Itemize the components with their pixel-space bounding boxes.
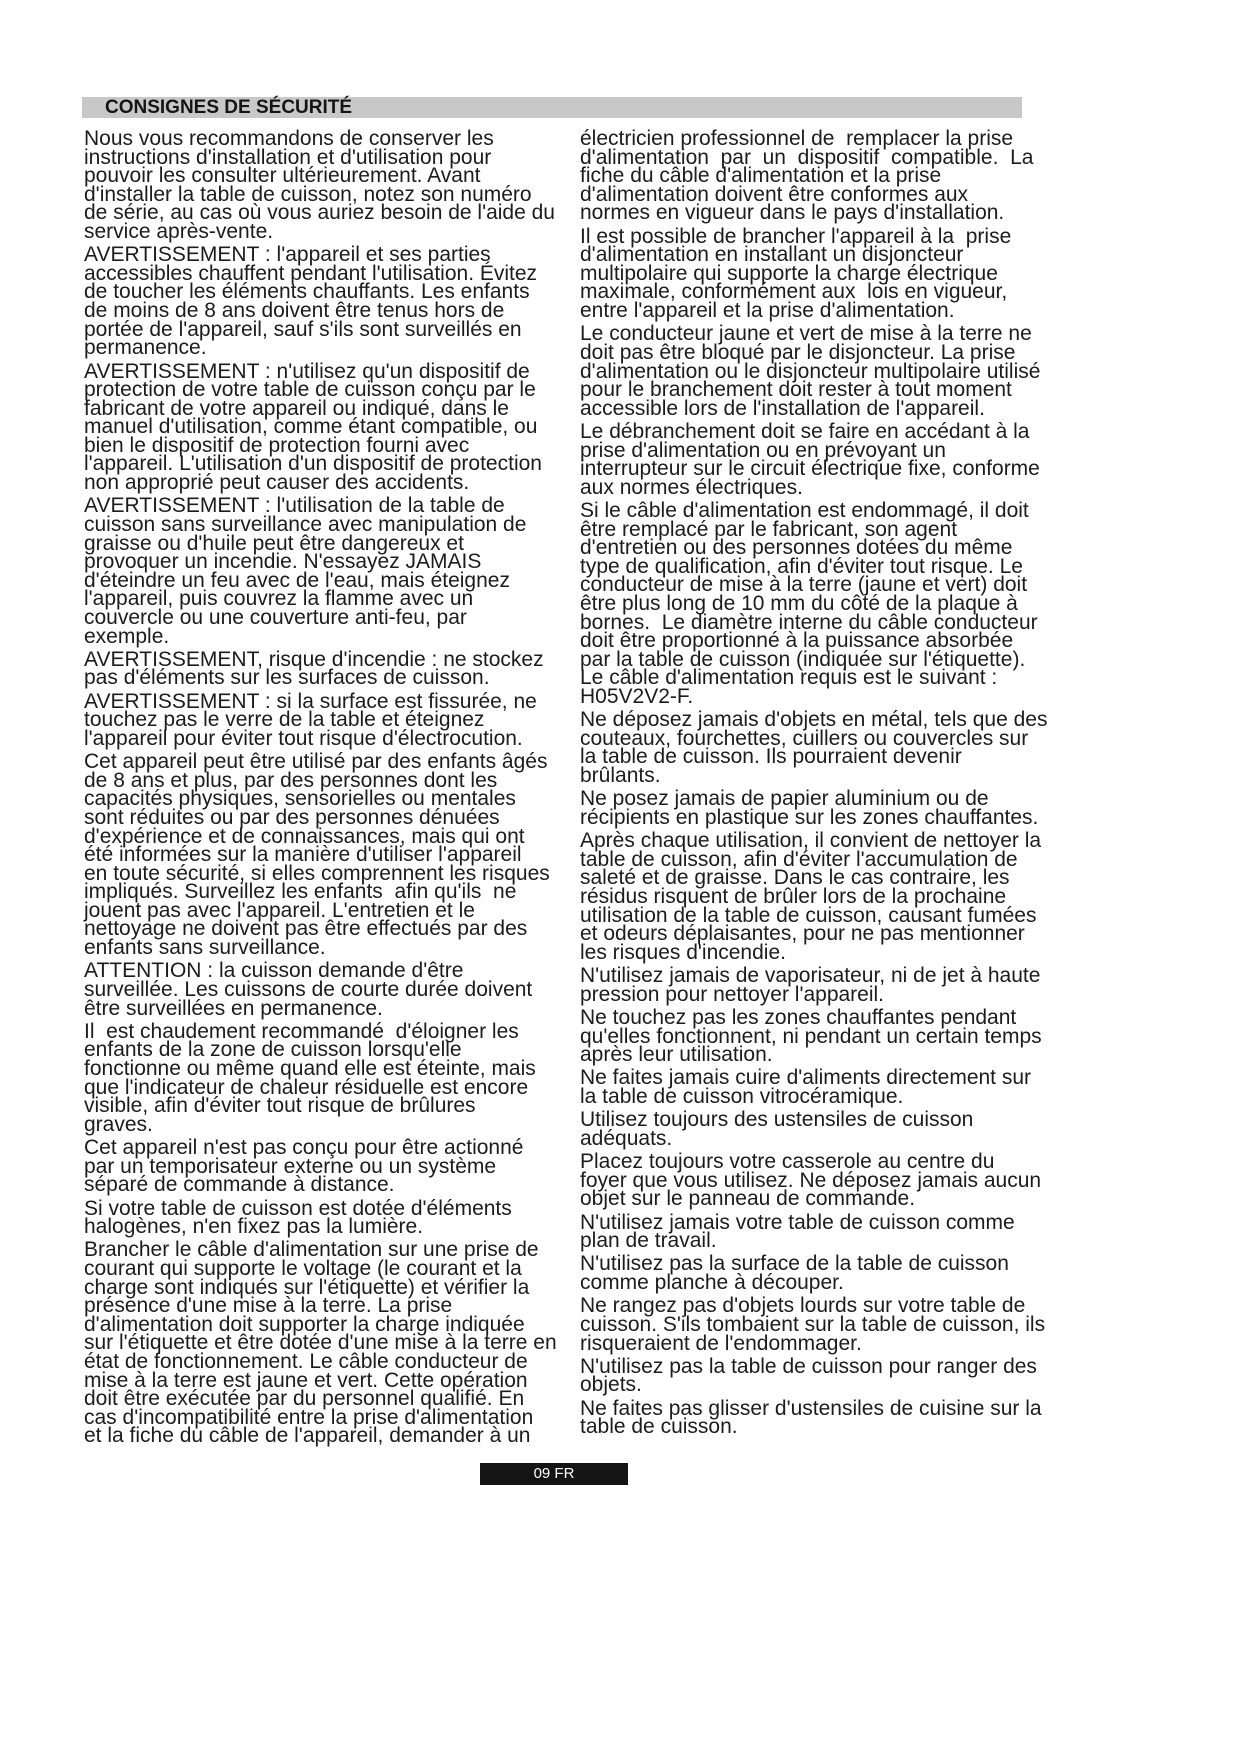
safety-paragraph: Il est possible de brancher l'appareil à la prise d'alimentation en installant un disjoncteur multipolaire qui supporte la charge électrique maximale, conformément aux lois en vigueur, entre l'appareil et la prise d'alimentation. [580,224,1012,323]
safety-paragraph: AVERTISSEMENT : l'appareil et ses parties accessibles chauffent pendant l'utilisation. Évitez de toucher les éléments chauffants. Les enfants de moins de 8 ans doivent être tenus hors de portée de l'appareil, sauf s'ils sont surveillés en permanence. [84,243,538,360]
safety-paragraph: N'utilisez jamais votre table de cuisson comme plan de travail. [580,1210,1015,1253]
safety-paragraph: Si votre table de cuisson est dotée d'éléments halogènes, n'en fixez pas la lumière. [84,1196,512,1239]
safety-paragraph: AVERTISSEMENT, risque d'incendie : ne stockez pas d'éléments sur les surfaces de cuisson. [84,647,544,690]
safety-paragraph: AVERTISSEMENT : l'utilisation de la table de cuisson sans surveillance avec manipulation de graisse ou d'huile peut être dangereux et provoquer un incendie. N'essayez JAMAIS d'éteindre un feu avec de l'eau, mais éteignez l'appareil, puis couvrez la flamme avec un couvercle ou une couverture anti-feu, par exemple. [84,494,527,648]
section-title: CONSIGNES DE SÉCURITÉ [105,97,353,118]
right-column [580,127,1050,1442]
safety-paragraph: Cet appareil n'est pas conçu pour être actionné par un temporisateur externe ou un système séparé de commande à distance. [84,1136,524,1197]
safety-paragraph: Ne touchez pas les zones chauffantes pendant qu'elles fonctionnent, ni pendant un certain temps après leur utilisation. [580,1005,1042,1067]
safety-paragraph: ATTENTION : la cuisson demande d'être surveillée. Les cuissons de courte durée doivent être surveillées en permanence. [84,959,533,1020]
safety-paragraph: Il est chaudement recommandé d'éloigner les enfants de la zone de cuisson lorsqu'elle fonctionne ou même quand elle est éteinte, mais que l'indicateur de chaleur résiduelle est encore visible, afin d'éviter tout risque de brûlures graves. [84,1019,536,1136]
page-number-badge: 09 FR [480,1463,628,1485]
safety-paragraph: Utilisez toujours des ustensiles de cuisson adéquats. [580,1108,974,1150]
safety-paragraph: Le débranchement doit se faire en accédant à la prise d'alimentation ou en prévoyant un interrupteur sur le circuit électrique fixe, conforme aux normes électriques. [580,419,1040,499]
left-column [84,127,564,1451]
safety-paragraph: Placez toujours votre casserole au centre du foyer que vous utilisez. Ne déposez jamais aucun objet sur le panneau de commande. [580,1150,1042,1211]
section-header [82,97,1022,118]
safety-paragraph: Ne rangez pas d'objets lourds sur votre table de cuisson. S'ils tombaient sur la table de cuisson, ils risqueraient de l'endommager. [580,1294,1046,1355]
safety-paragraph: électricien professionnel de remplacer la prise d'alimentation par un dispositif compatible. La fiche du câble d'alimentation et la prise d'alimentation doivent être conformes aux normes en vigueur dans le pays d'installation. [580,127,1034,225]
safety-paragraph: Ne faites pas glisser d'ustensiles de cuisine sur la table de cuisson. [580,1396,1042,1439]
safety-paragraph: Après chaque utilisation, il convient de nettoyer la table de cuisson, afin d'éviter l'accumulation de saleté et de graisse. Dans le cas contraire, les résidus risquent de brûler lors de la prochaine utilisation de la table de cuisson, causant fumées et odeurs déplaisantes, pour ne pas mentionner les risques d'incendie. [580,829,1042,964]
safety-paragraph: Ne déposez jamais d'objets en métal, tels que des couteaux, fourchettes, cuillers ou couvercles sur la table de cuisson. Ils pourraient devenir brûlants. [580,708,1048,788]
safety-paragraph: Cet appareil peut être utilisé par des enfants âgés de 8 ans et plus, par des personnes dont les capacités physiques, sensorielles ou mentales sont réduites ou par des personnes dénuées d'expérience et de connaissances, mais qui ont été informées sur la manière d'utiliser l'appareil en toute sécurité, si elles comprennent les risques impliqués. Surveillez les enfants afin qu'ils ne jouent pas avec l'appareil. L'entretien et le nettoyage ne doivent pas être effectués par des enfants sans surveillance. [84,750,550,960]
safety-paragraph: N'utilisez jamais de vaporisateur, ni de jet à haute pression pour nettoyer l'appareil. [580,964,1041,1006]
safety-paragraph: Ne faites jamais cuire d'aliments directement sur la table de cuisson vitrocéramique. [580,1066,1032,1108]
safety-paragraph: Brancher le câble d'alimentation sur une prise de courant qui supporte le voltage (le courant et la charge sont indiqués sur l'étiquette) et vérifier la présence d'une mise à la terre. La prise d'alimentation doit supporter la charge indiquée sur l'étiquette et être dotée d'une mise à la terre en état de fonctionnement. Le câble conducteur de mise à la terre est jaune et vert. Cette opération doit être exécutée par du personnel qualifié. En cas d'incompatibilité entre la prise d'alimentation et la fiche du câble de l'appareil, demander à un [84,1238,557,1448]
safety-paragraph: Le conducteur jaune et vert de mise à la terre ne doit pas être bloqué par le disjoncteur. La prise d'alimentation ou le disjoncteur multipolaire utilisé pour le branchement doit rester à tout moment accessible lors de l'installation de l'appareil. [580,322,1041,420]
safety-paragraph: Ne posez jamais de papier aluminium ou de récipients en plastique sur les zones chauffantes. [580,787,1039,829]
safety-paragraph: AVERTISSEMENT : n'utilisez qu'un dispositif de protection de votre table de cuisson conçu par le fabricant de votre appareil ou indiqué, dans le manuel d'utilisation, comme étant compatible, ou bien le dispositif de protection fourni avec l'appareil. L'utilisation d'un dispositif de protection non approprié peut causer des accidents. [84,359,542,495]
safety-paragraph: N'utilisez pas la table de cuisson pour ranger des objets. [580,1354,1037,1397]
safety-paragraph: Si le câble d'alimentation est endommagé, il doit être remplacé par le fabricant, son agent d'entretien ou des personnes dotées du même type de qualification, afin d'éviter tout risque. Le conducteur de mise à la terre (jaune et vert) doit être plus long de 10 mm du côté de la plaque à bornes. Le diamètre interne du câble conducteur doit être proportionné à la puissance absorbée par la table de cuisson (indiquée sur l'étiquette). Le câble d'alimentation requis est le suivant : H05V2V2-F. [580,499,1038,708]
safety-paragraph: AVERTISSEMENT : si la surface est fissurée, ne touchez pas le verre de la table et éteignez l'appareil pour éviter tout risque d'électrocution. [84,689,537,750]
safety-paragraph: Nous vous recommandons de conserver les instructions d'installation et d'utilisation pour pouvoir les consulter ultérieurement. Avant d'installer la table de cuisson, notez son numéro de série, au cas où vous auriez besoin de l'aide du service après-vente. [84,127,555,243]
safety-paragraph: N'utilisez pas la surface de la table de cuisson comme planche à découper. [580,1252,1009,1295]
